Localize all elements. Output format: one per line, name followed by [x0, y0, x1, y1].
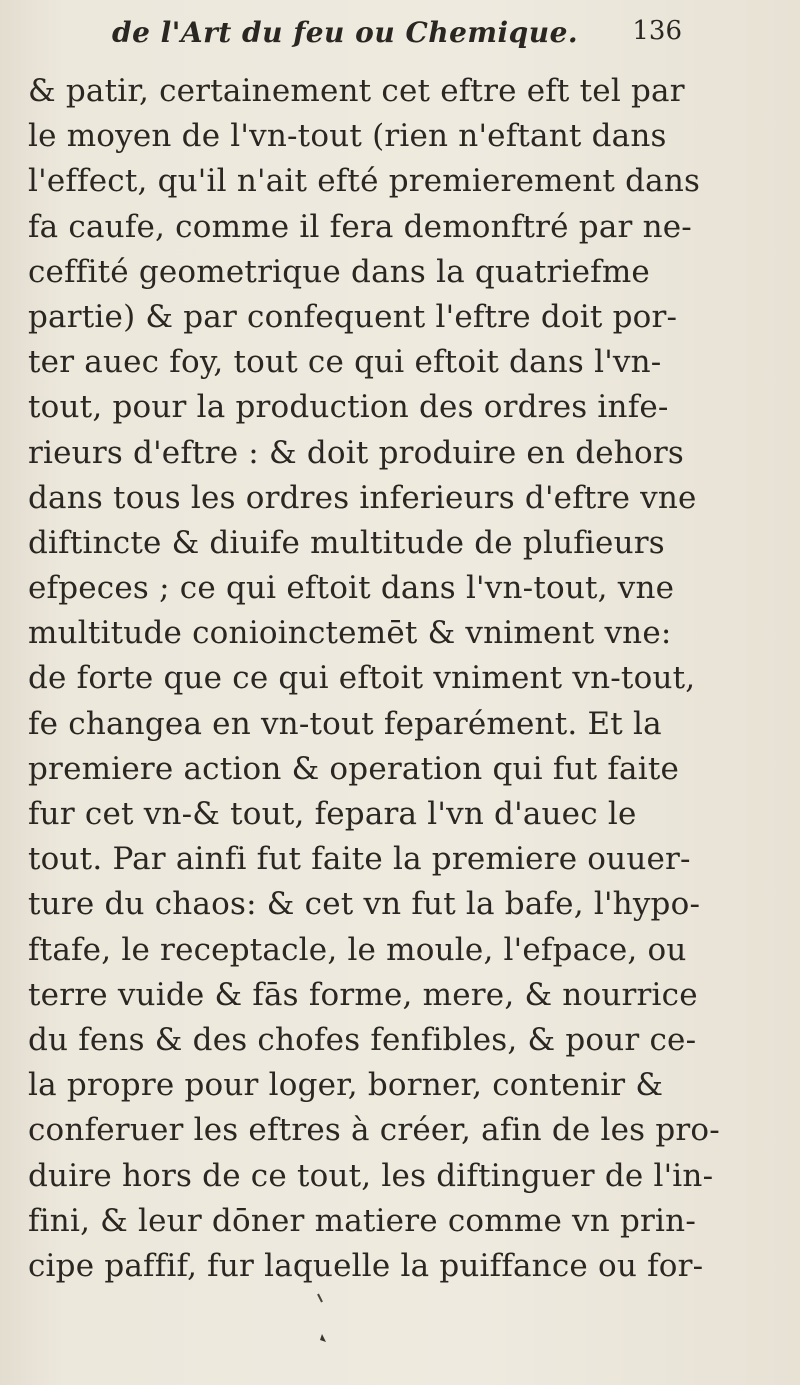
- text-line: ftafe, le receptacle, le moule, l'efpace, ou: [28, 931, 687, 968]
- page-number: 136: [632, 16, 682, 46]
- text-line: premiere action & operation qui fut faite: [28, 750, 680, 787]
- text-line: ceffité geometrique dans la quatriefme: [28, 253, 650, 290]
- text-line: cipe paffif, fur laquelle la puiffance ou for-: [28, 1247, 704, 1284]
- text-line: fa caufe, comme il fera demonftré par ne-: [28, 208, 692, 245]
- text-line: du fens & des chofes fenfibles, & pour ce-: [28, 1021, 697, 1058]
- text-line: terre vuide & fās forme, mere, & nourrice: [28, 976, 698, 1013]
- text-line: duire hors de ce tout, les diftinguer de l'in-: [28, 1157, 714, 1194]
- text-line: rieurs d'eftre : & doit produire en dehors: [28, 434, 684, 471]
- text-line: efpeces ; ce qui eftoit dans l'vn-tout, vne: [28, 570, 675, 607]
- text-line: fini, & leur dōner matiere comme vn prin-: [28, 1202, 696, 1239]
- body-text: [28, 69, 780, 1289]
- running-title: de l'Art du feu ou Chemique.: [112, 16, 579, 49]
- text-line: dans tous les ordres inferieurs d'eftre vne: [28, 479, 697, 516]
- text-line: & patir, certainement cet eftre eft tel par: [28, 73, 685, 109]
- text-line: ter auec foy, tout ce qui eftoit dans l'vn-: [28, 344, 662, 381]
- text-line: l'effect, qu'il n'ait efté premierement dans: [28, 163, 701, 200]
- text-line: partie) & par confequent l'eftre doit por-: [28, 298, 678, 335]
- text-line: fe changea en vn-tout feparément. Et la: [28, 705, 662, 742]
- text-line: tout. Par ainfi fut faite la premiere ouuer-: [28, 841, 691, 878]
- text-line: de forte que ce qui eftoit vniment vn-tout,: [28, 660, 696, 697]
- text-line: fur cet vn-& tout, fepara l'vn d'auec le: [28, 796, 637, 832]
- text-line: diftincte & diuife multitude de plufieurs: [28, 524, 665, 561]
- text-line: tout, pour la production des ordres infe-: [28, 389, 669, 426]
- paper-blemish: [300, 1290, 340, 1350]
- text-line: la propre pour loger, borner, contenir &: [28, 1067, 664, 1104]
- text-line: conferuer les eftres à créer, afin de les pro-: [28, 1112, 720, 1149]
- text-line: le moyen de l'vn-tout (rien n'eftant dans: [28, 118, 667, 155]
- text-line: multitude conioinctemēt & vniment vne:: [28, 615, 672, 652]
- page-header: [112, 16, 682, 56]
- text-line: ture du chaos: & cet vn fut la bafe, l'hypo-: [28, 886, 701, 923]
